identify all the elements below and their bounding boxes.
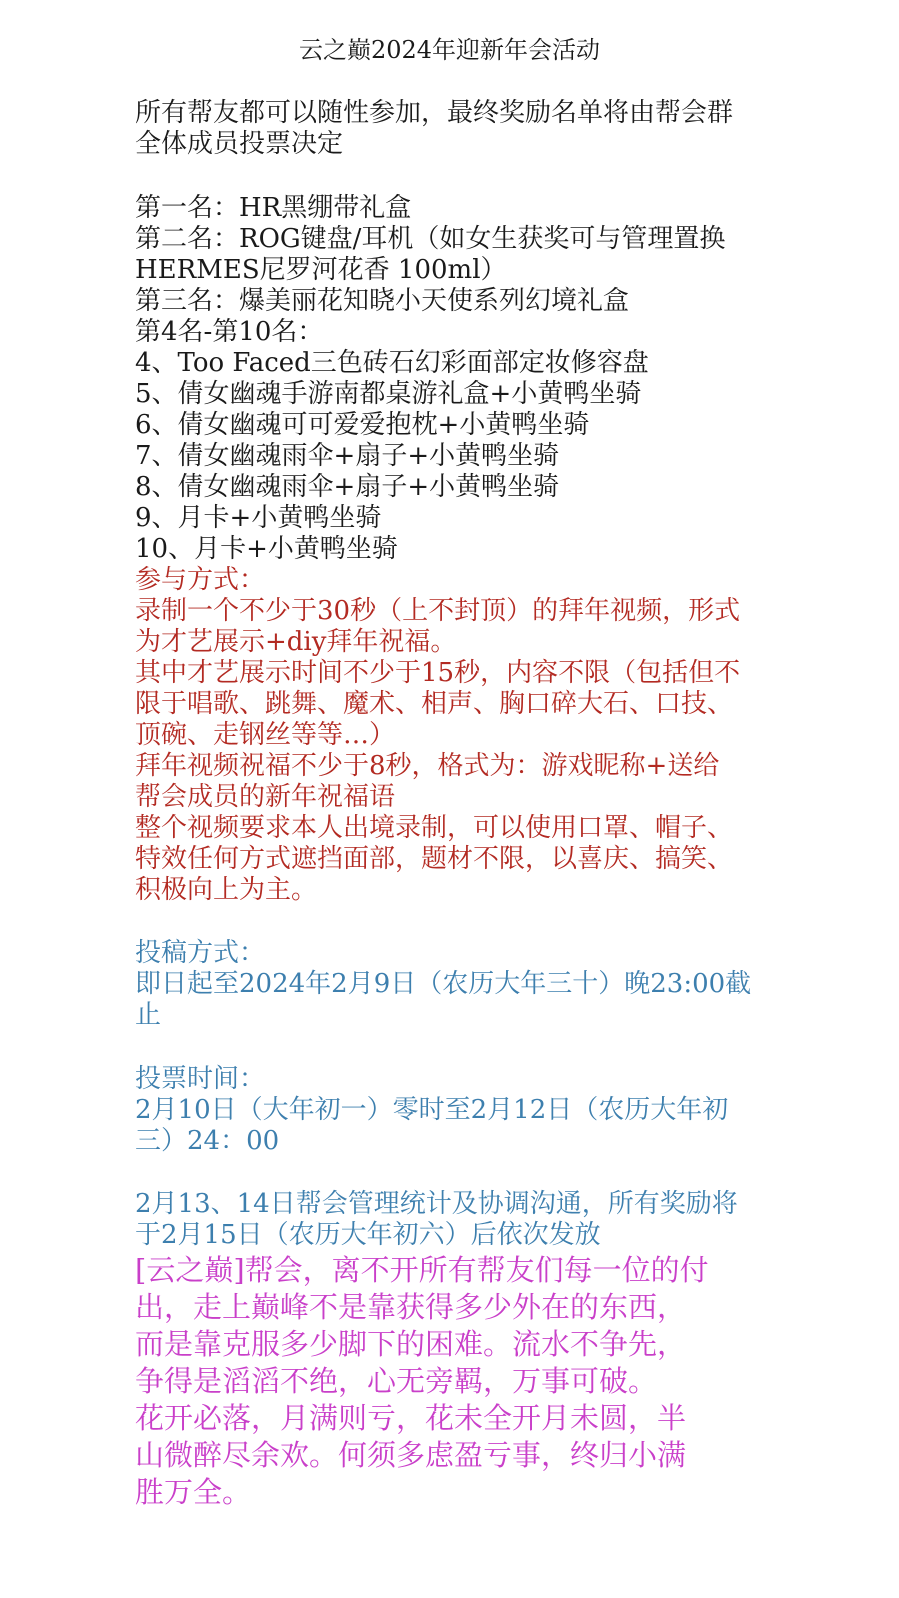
prize-list bbox=[135, 193, 775, 565]
intro-line: 全体成员投票决定 bbox=[135, 129, 344, 159]
intro-line: 所有帮友都可以随性参加，最终奖励名单将由帮会群 bbox=[135, 98, 734, 128]
distribution-section bbox=[135, 1189, 775, 1251]
submission-heading: 投稿方式： bbox=[135, 938, 266, 968]
participation-line: 限于唱歌、跳舞、魔术、相声、胸口碎大石、口技、 bbox=[135, 689, 734, 719]
participation-section bbox=[135, 565, 775, 906]
prize-item: 9、月卡+小黄鸭坐骑 bbox=[135, 503, 382, 533]
prize-item: 8、倩女幽魂雨伞+扇子+小黄鸭坐骑 bbox=[135, 472, 560, 502]
intro-section bbox=[135, 98, 775, 160]
participation-line: 顶碗、走钢丝等等…） bbox=[135, 720, 396, 750]
participation-line: 其中才艺展示时间不少于15秒，内容不限（包括但不 bbox=[135, 658, 741, 688]
voting-heading: 投票时间： bbox=[135, 1064, 266, 1094]
closing-section bbox=[135, 1252, 775, 1511]
prize-item: 10、月卡+小黄鸭坐骑 bbox=[135, 534, 398, 564]
closing-line: 争得是滔滔不绝，心无旁羁，万事可破。 bbox=[135, 1364, 658, 1398]
closing-line: 山微醉尽余欢。何须多虑盈亏事，终归小满 bbox=[135, 1438, 687, 1472]
participation-heading: 参与方式： bbox=[135, 565, 266, 595]
participation-line: 录制一个不少于30秒（上不封顶）的拜年视频，形式 bbox=[135, 596, 741, 626]
prize-item: 第二名：ROG键盘/耳机（如女生获奖可与管理置换 bbox=[135, 224, 726, 254]
voting-line: 三）24：00 bbox=[135, 1126, 280, 1156]
submission-line: 止 bbox=[135, 1000, 162, 1030]
participation-line: 积极向上为主。 bbox=[135, 875, 318, 905]
participation-line: 帮会成员的新年祝福语 bbox=[135, 782, 396, 812]
participation-line: 整个视频要求本人出境录制，可以使用口罩、帽子、 bbox=[135, 813, 734, 843]
closing-line: 花开必落，月满则亏，花未全开月未圆，半 bbox=[135, 1401, 687, 1435]
closing-line: 而是靠克服多少脚下的困难。流水不争先， bbox=[135, 1327, 687, 1361]
page-title: 云之巅2024年迎新年会活动 bbox=[298, 36, 601, 64]
closing-line: 出，走上巅峰不是靠获得多少外在的东西， bbox=[135, 1290, 687, 1324]
submission-line: 即日起至2024年2月9日（农历大年三十）晚23:00截 bbox=[135, 969, 752, 999]
distribution-line: 于2月15日（农历大年初六）后依次发放 bbox=[135, 1220, 601, 1250]
participation-line: 为才艺展示+diy拜年祝福。 bbox=[135, 627, 457, 657]
prize-item: 第三名：爆美丽花知晓小天使系列幻境礼盒 bbox=[135, 286, 630, 316]
prize-item: 5、倩女幽魂手游南都桌游礼盒+小黄鸭坐骑 bbox=[135, 379, 642, 409]
distribution-line: 2月13、14日帮会管理统计及协调沟通，所有奖励将 bbox=[135, 1189, 738, 1219]
closing-line: [云之巅]帮会，离不开所有帮友们每一位的付 bbox=[135, 1253, 709, 1287]
participation-line: 拜年视频祝福不少于8秒，格式为：游戏昵称+送给 bbox=[135, 751, 720, 781]
voting-line: 2月10日（大年初一）零时至2月12日（农历大年初 bbox=[135, 1095, 729, 1125]
prize-item: 6、倩女幽魂可可爱爱抱枕+小黄鸭坐骑 bbox=[135, 410, 590, 440]
prize-item: 第4名-第10名： bbox=[135, 317, 324, 347]
prize-item: HERMES尼罗河花香 100ml） bbox=[135, 255, 507, 285]
prize-item: 第一名：HR黑绷带礼盒 bbox=[135, 193, 412, 223]
closing-line: 胜万全。 bbox=[135, 1475, 252, 1509]
voting-section bbox=[135, 1064, 775, 1157]
prize-item: 4、Too Faced三色砖石幻彩面部定妆修容盘 bbox=[135, 348, 649, 378]
submission-section bbox=[135, 938, 775, 1031]
prize-item: 7、倩女幽魂雨伞+扇子+小黄鸭坐骑 bbox=[135, 441, 560, 471]
participation-line: 特效任何方式遮挡面部，题材不限，以喜庆、搞笑、 bbox=[135, 844, 734, 874]
